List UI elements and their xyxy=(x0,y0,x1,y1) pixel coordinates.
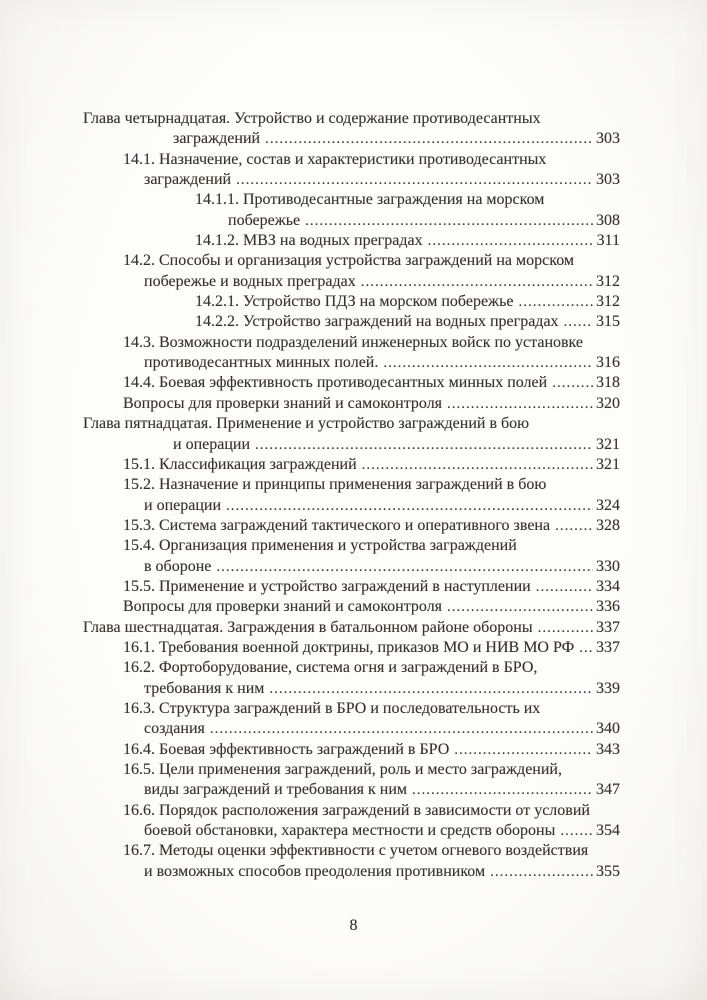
toc-entry-text: 14.2.2. Устройство заграждений на водных преградах xyxy=(195,313,559,331)
toc-dot-leader xyxy=(255,435,593,455)
toc-line xyxy=(83,821,620,841)
toc-line xyxy=(83,618,620,638)
toc-entry xyxy=(83,638,620,658)
toc-page-number: 336 xyxy=(596,598,620,616)
toc-dot-leader xyxy=(412,780,593,800)
toc-page-number: 315 xyxy=(596,313,620,331)
toc-entry-text: 14.3. Возможности подразделений инженерных войск по установке xyxy=(123,333,584,351)
toc-entry-text: 15.5. Применение и устройство заграждений в наступлении xyxy=(123,577,531,595)
toc-entry-text: 14.4. Боевая эффективность противодесантных минных полей xyxy=(123,374,548,392)
toc-page-number: 330 xyxy=(596,557,620,575)
toc-entry-text: Глава пятнадцатая. Применение и устройство заграждений в бою xyxy=(83,415,530,433)
toc-page-number: 337 xyxy=(596,638,620,656)
toc-line xyxy=(83,231,620,251)
toc-line xyxy=(83,170,620,190)
toc-dot-leader xyxy=(383,353,593,373)
toc-dot-leader xyxy=(226,496,593,516)
toc-entry xyxy=(83,333,620,374)
toc-line xyxy=(83,801,620,821)
toc-entry-text: противодесантных минных полей. xyxy=(144,354,379,372)
toc-entry xyxy=(83,577,620,597)
toc-entry-text: 16.7. Методы оценки эффективности с учетом огневого воздействия xyxy=(123,842,589,860)
toc-entry xyxy=(83,292,620,312)
toc-entry-text: виды заграждений и требования к ним xyxy=(144,781,408,799)
toc-line xyxy=(83,109,620,129)
toc-entry xyxy=(83,618,620,638)
toc-line xyxy=(83,312,620,332)
toc-entry-text: 14.2.1. Устройство ПДЗ на морском побережье xyxy=(195,293,514,311)
toc-entry-text: 16.4. Боевая эффективность заграждений в БРО xyxy=(123,740,450,758)
toc-entry xyxy=(83,394,620,414)
toc-dot-leader xyxy=(447,597,593,617)
toc-dot-leader xyxy=(454,740,593,760)
toc-line xyxy=(83,272,620,292)
toc-dot-leader xyxy=(216,557,593,577)
toc-page-number: 355 xyxy=(596,862,620,880)
toc-page-number: 324 xyxy=(596,496,620,514)
toc-page-number: 312 xyxy=(596,293,620,311)
toc-page-number: 303 xyxy=(596,171,620,189)
toc-line xyxy=(83,435,620,455)
toc-dot-leader xyxy=(447,394,593,414)
toc-entry-text: 15.1. Классификация заграждений xyxy=(123,455,357,473)
toc-dot-leader xyxy=(236,170,593,190)
toc-line xyxy=(83,496,620,516)
toc-dot-leader xyxy=(265,129,593,149)
toc-line xyxy=(83,516,620,536)
toc-line xyxy=(83,211,620,231)
toc-line xyxy=(83,536,620,556)
toc-dot-leader xyxy=(536,577,593,597)
toc-line xyxy=(83,699,620,719)
toc-line xyxy=(83,414,620,434)
toc-entry xyxy=(83,150,620,191)
toc-entry-text: и возможных способов преодоления противником xyxy=(144,862,486,880)
toc-page-number: 328 xyxy=(596,516,620,534)
toc-dot-leader xyxy=(579,638,593,658)
toc-entry-text: боевой обстановки, характера местности и средств обороны xyxy=(144,822,556,840)
toc-line xyxy=(83,475,620,495)
toc-page-number: 303 xyxy=(596,130,620,148)
toc-dot-leader xyxy=(361,272,593,292)
toc-entry xyxy=(83,536,620,577)
toc-page-number: 334 xyxy=(596,577,620,595)
toc-page-number: 340 xyxy=(596,720,620,738)
toc-entry-text: 16.1. Требования военной доктрины, приказов МО и НИВ МО РФ xyxy=(123,638,575,656)
toc-page-number: 321 xyxy=(596,435,620,453)
toc-entry-text: в обороне xyxy=(144,557,212,575)
toc-entry-text: 14.2. Способы и организация устройства заграждений на морском xyxy=(123,252,575,270)
toc-entry xyxy=(83,801,620,842)
toc-page-number: 318 xyxy=(596,374,620,392)
toc-line xyxy=(83,638,620,658)
toc-entry-text: побережье xyxy=(228,211,301,229)
toc-dot-leader xyxy=(269,679,593,699)
toc-entry-text: Вопросы для проверки знаний и самоконтроля xyxy=(123,598,443,616)
toc-dot-leader xyxy=(362,455,593,475)
toc-entry xyxy=(83,109,620,150)
toc-line xyxy=(83,862,620,882)
toc-dot-leader xyxy=(538,618,593,638)
toc-entry-text: и операции xyxy=(144,496,222,514)
toc-entry-text: Вопросы для проверки знаний и самоконтроля xyxy=(123,394,443,412)
footer-page-number: 8 xyxy=(349,917,358,934)
toc-entry-text: 15.2. Назначение и принципы применения заграждений в бою xyxy=(123,476,547,494)
toc-dot-leader xyxy=(519,292,594,312)
toc-entry-text: заграждений xyxy=(144,171,232,189)
toc-entry-text: 16.2. Фортоборудование, система огня и заграждений в БРО, xyxy=(123,659,538,677)
toc-page-number: 321 xyxy=(596,455,620,473)
toc-page-number: 354 xyxy=(596,822,620,840)
toc-entry-text: 15.4. Организация применения и устройства заграждений xyxy=(123,537,517,555)
toc-line xyxy=(83,679,620,699)
toc-line xyxy=(83,394,620,414)
toc-dot-leader xyxy=(305,211,593,231)
toc-line xyxy=(83,719,620,739)
toc-entry xyxy=(83,475,620,516)
toc-page-number: 320 xyxy=(596,394,620,412)
toc-entry-text: Глава шестнадцатая. Заграждения в батальонном районе обороны xyxy=(83,618,533,636)
toc-entry xyxy=(83,190,620,231)
toc-entry xyxy=(83,516,620,536)
toc-line xyxy=(83,333,620,353)
toc-line xyxy=(83,455,620,475)
toc-page-number: 312 xyxy=(596,272,620,290)
toc-line xyxy=(83,129,620,149)
toc-line xyxy=(83,597,620,617)
toc-page-number: 308 xyxy=(596,211,620,229)
toc-entry-text: Глава четырнадцатая. Устройство и содержание противодесантных xyxy=(83,110,541,127)
toc-entry-text: 16.3. Структура заграждений в БРО и последовательность их xyxy=(123,699,541,717)
toc-entry-text: 15.3. Система заграждений тактического и оперативного звена xyxy=(123,516,551,534)
toc-dot-leader xyxy=(210,719,593,739)
toc-line xyxy=(83,353,620,373)
toc-page-number: 347 xyxy=(596,781,620,799)
table-of-contents xyxy=(83,109,620,882)
toc-entry-text: 16.5. Цели применения заграждений, роль и место заграждений, xyxy=(123,761,562,778)
toc-line xyxy=(83,190,620,210)
toc-entry-text: заграждений xyxy=(173,130,261,148)
toc-entry xyxy=(83,760,620,801)
toc-entry-text: и операции xyxy=(173,435,251,453)
toc-dot-leader xyxy=(560,821,593,841)
toc-entry xyxy=(83,312,620,332)
toc-entry xyxy=(83,231,620,251)
toc-dot-leader xyxy=(564,312,593,332)
toc-line xyxy=(83,658,620,678)
toc-entry-text: побережье и водных преградах xyxy=(144,272,356,290)
toc-line xyxy=(83,841,620,861)
toc-entry-text: требования к ним xyxy=(144,679,265,697)
toc-entry xyxy=(83,699,620,740)
toc-line xyxy=(83,251,620,271)
toc-page-number: 339 xyxy=(596,679,620,697)
toc-line xyxy=(83,557,620,577)
toc-line xyxy=(83,740,620,760)
toc-entry-text: 14.1.2. МВЗ на водных преградах xyxy=(195,232,423,250)
toc-entry xyxy=(83,740,620,760)
toc-dot-leader xyxy=(490,862,593,882)
toc-entry-text: 14.1.1. Противодесантные заграждения на морском xyxy=(195,191,545,209)
toc-dot-leader xyxy=(555,516,593,536)
toc-page-number: 337 xyxy=(596,618,620,636)
toc-line xyxy=(83,780,620,800)
toc-entry xyxy=(83,841,620,882)
toc-entry-text: 14.1. Назначение, состав и характеристики противодесантных xyxy=(123,150,547,168)
toc-dot-leader xyxy=(552,373,593,393)
toc-entry-text: 16.6. Порядок расположения заграждений в зависимости от условий xyxy=(123,801,590,819)
toc-entry xyxy=(83,455,620,475)
toc-line xyxy=(83,577,620,597)
toc-entry xyxy=(83,597,620,617)
toc-entry-text: создания xyxy=(144,720,205,738)
toc-entry xyxy=(83,658,620,699)
toc-page-number: 343 xyxy=(596,740,620,758)
toc-entry xyxy=(83,414,620,455)
toc-line xyxy=(83,292,620,312)
toc-line xyxy=(83,150,620,170)
toc-entry xyxy=(83,373,620,393)
toc-page-number: 316 xyxy=(596,354,620,372)
toc-entry xyxy=(83,251,620,292)
toc-line xyxy=(83,760,620,780)
toc-line xyxy=(83,373,620,393)
toc-page-number: 311 xyxy=(596,232,620,250)
toc-dot-leader xyxy=(428,231,594,251)
